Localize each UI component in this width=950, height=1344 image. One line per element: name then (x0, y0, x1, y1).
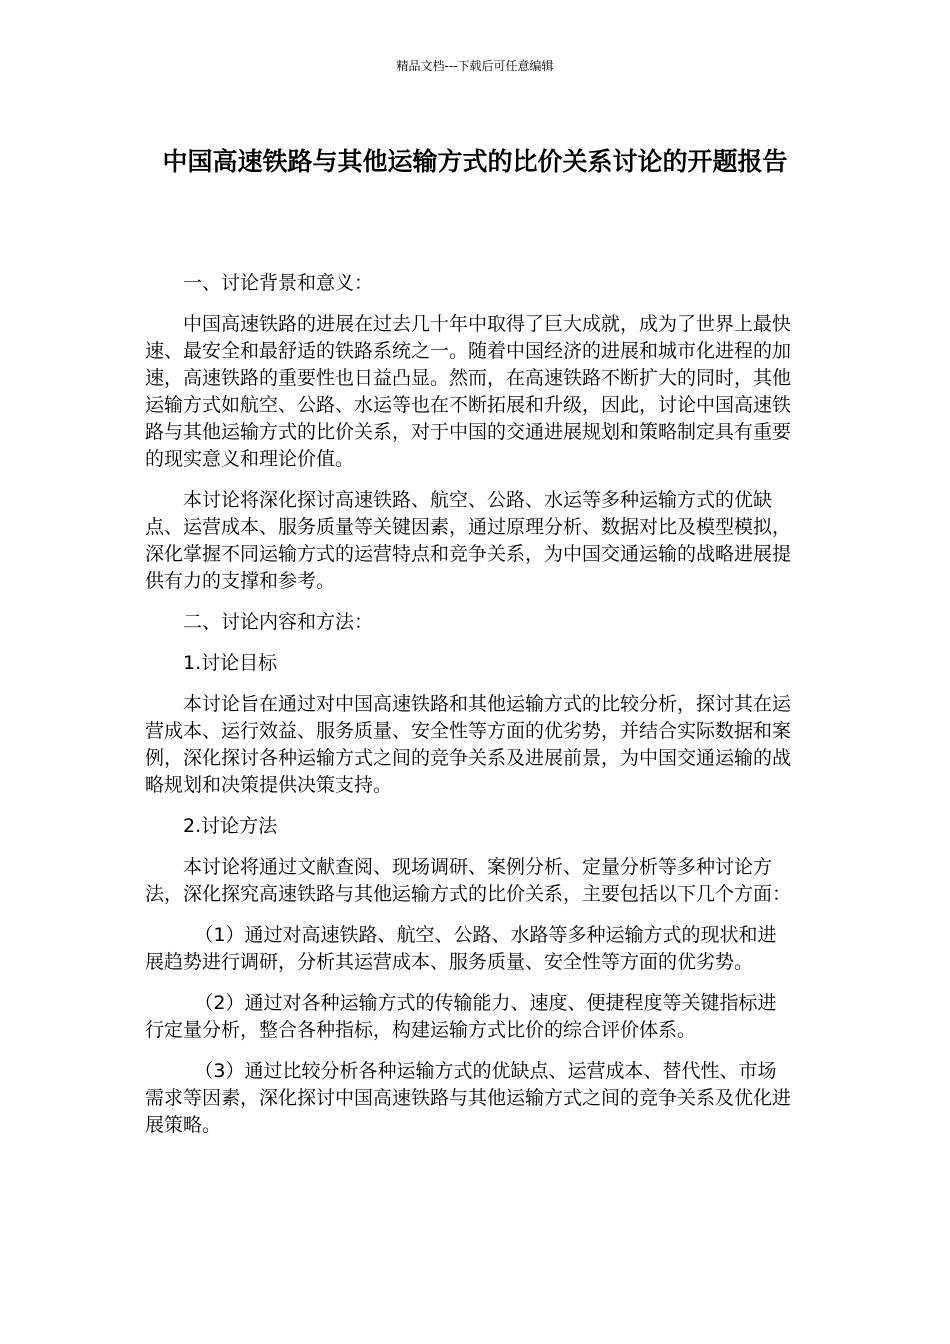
paragraph-methods: 本讨论将通过文献查阅、现场调研、案例分析、定量分析等多种讨论方法，深化探究高速铁路与其他运输方式的比价关系，主要包括以下几个方面： (145, 856, 792, 905)
section-heading-content-methods: 二、讨论内容和方法： (183, 611, 374, 633)
page-header-note: 精品文档---下载后可任意编辑 (396, 59, 554, 73)
paragraph-background-2: 本讨论将深化探讨高速铁路、航空、公路、水运等多种运输方式的优缺点、运营成本、服务质量等关键因素，通过原理分析、数据对比及模型模拟，深化掌握不同运输方式的运营特点和竞争关系，为中国交通运输的战略进展提供有力的支撑和参考。 (145, 489, 792, 592)
paragraph-background-1: 中国高速铁路的进展在过去几十年中取得了巨大成就，成为了世界上最快速、最安全和最舒适的铁路系统之一。随着中国经济的进展和城市化进程的加速，高速铁路的重要性也日益凸显。然而，在高速铁路不断扩大的同时，其他运输方式如航空、公路、水运等也在不断拓展和升级，因此，讨论中国高速铁路与其他运输方式的比价关系，对于中国的交通进展规划和策略制定具有重要的现实意义和理论价值。 (145, 313, 792, 470)
subheading-objectives: 1.讨论目标 (183, 652, 278, 674)
method-item-3: （3）通过比较分析各种运输方式的优缺点、运营成本、替代性、市场需求等因素，深化探讨中国高速铁路与其他运输方式之间的竞争关系及优化进展策略。 (145, 1060, 792, 1136)
section-heading-background: 一、讨论背景和意义： (183, 272, 374, 294)
paragraph-objectives: 本讨论旨在通过对中国高速铁路和其他运输方式的比较分析，探讨其在运营成本、运行效益、服务质量、安全性等方面的优劣势，并结合实际数据和案例，深化探讨各种运输方式之间的竞争关系及进展前景，为中国交通运输的战略规划和决策提供决策支持。 (145, 693, 792, 796)
method-item-2: （2）通过对各种运输方式的传输能力、速度、便捷程度等关键指标进行定量分析，整合各种指标，构建运输方式比价的综合评价体系。 (145, 992, 777, 1041)
subheading-methods: 2.讨论方法 (183, 815, 278, 837)
document-body (145, 270, 795, 1139)
method-item-1: （1）通过对高速铁路、航空、公路、水路等多种运输方式的现状和进展趋势进行调研，分析其运营成本、服务质量、安全性等方面的优劣势。 (145, 924, 777, 973)
document-title: 中国高速铁路与其他运输方式的比价关系讨论的开题报告 (162, 147, 788, 176)
